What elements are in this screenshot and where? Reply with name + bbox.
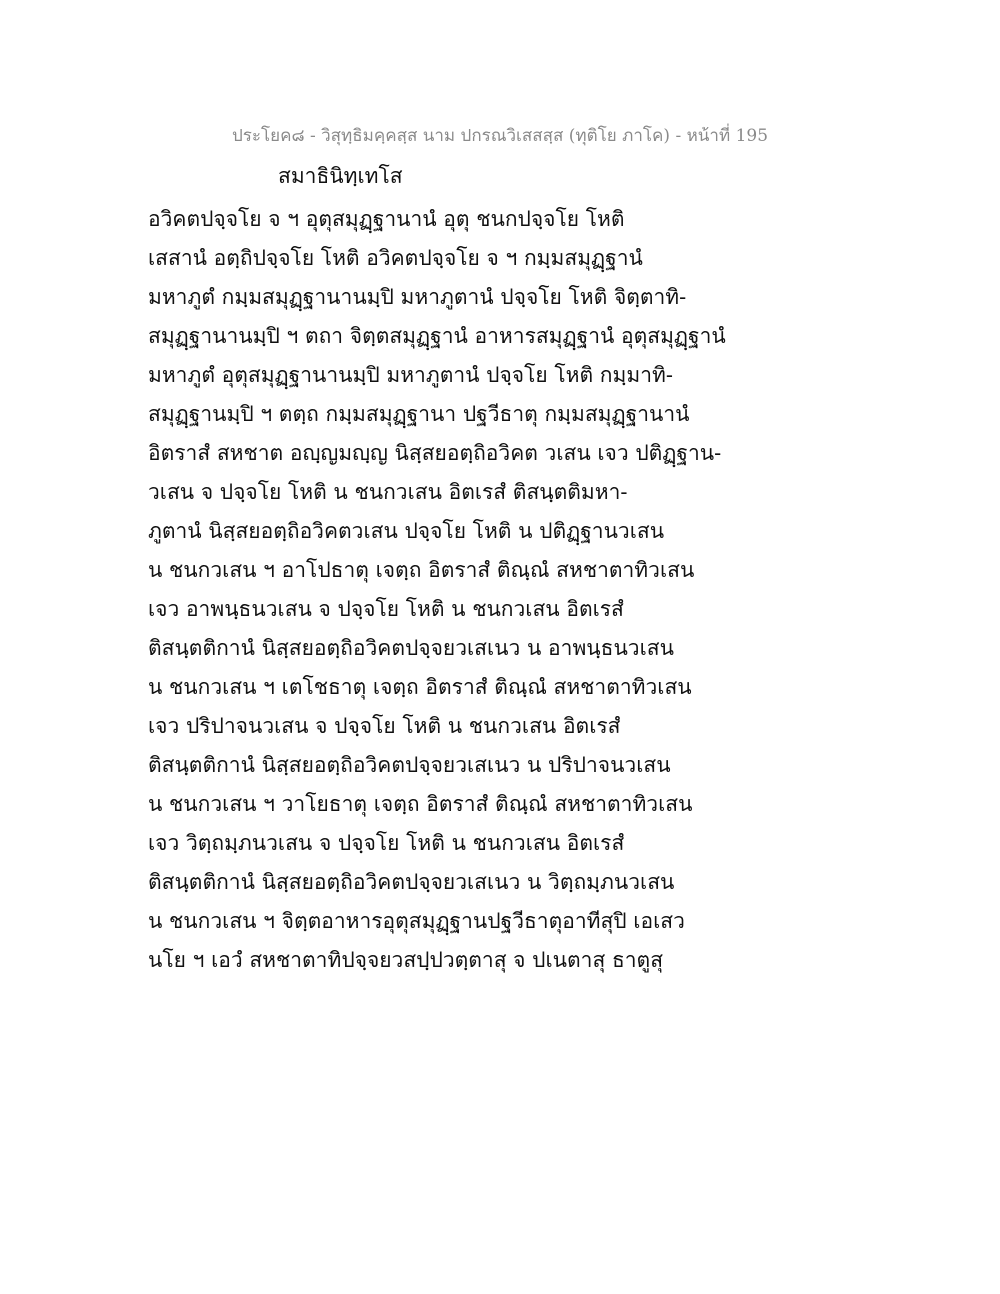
body-line: อวิคตปจฺจโย จ ฯ อุตุสมุฏฺฐานานํ อุตุ ชนกปจฺจโย โหติ xyxy=(148,207,625,231)
body-line: มหาภูตํ กมฺมสมุฏฺฐานานมฺปิ มหาภูตานํ ปจฺจโย โหติ จิตฺตาทิ- xyxy=(148,285,687,309)
body-line: เจว วิตฺถมฺภนวเสน จ ปจฺจโย โหติ น ชนกวเสน อิตเรสํ xyxy=(148,831,625,855)
body-line: สมุฏฺฐานานมฺปิ ฯ ตถา จิตฺตสมุฏฺฐานํ อาหารสมุฏฺฐานํ อุตุสมุฏฺฐานํ xyxy=(148,324,726,348)
body-line: น ชนกวเสน ฯ อาโปธาตุ เจตฺถ อิตราสํ ติณฺณํ สหชาตาทิวเสน xyxy=(148,558,695,582)
section-title: สมาธินิทฺเทโส xyxy=(278,164,403,188)
body-line: ภูตานํ นิสฺสยอตฺถิอวิคตวเสน ปจฺจโย โหติ น ปติฏฺฐานวเสน xyxy=(148,519,665,543)
body-line: เจว อาพนฺธนวเสน จ ปจฺจโย โหติ น ชนกวเสน อิตเรสํ xyxy=(148,597,624,621)
body-line: เสสานํ อตฺถิปจฺจโย โหติ อวิคตปจฺจโย จ ฯ กมฺมสมุฏฺฐานํ xyxy=(148,246,643,270)
body-line: มหาภูตํ อุตุสมุฏฺฐานานมฺปิ มหาภูตานํ ปจฺจโย โหติ กมฺมาทิ- xyxy=(148,363,673,387)
body-line: นโย ฯ เอวํ สหชาตาทิปจฺจยวสปฺปวตฺตาสุ จ ปเนตาสุ ธาตูสุ xyxy=(148,948,664,972)
body-line: ติสนฺตติกานํ นิสฺสยอตฺถิอวิคตปจฺจยวเสเนว น อาพนฺธนวเสน xyxy=(148,636,674,660)
body-line: อิตราสํ สหชาต อญฺญมญฺญ นิสฺสยอตฺถิอวิคต วเสน เจว ปติฏฺฐาน- xyxy=(148,441,722,465)
running-header: ประโยค๘ - วิสุทฺธิมคฺคสฺส นาม ปกรณวิเสสสฺส (ทุติโย ภาโค) - หน้าที่ 195 xyxy=(231,126,769,146)
body-line: น ชนกวเสน ฯ วาโยธาตุ เจตฺถ อิตราสํ ติณฺณํ สหชาตาทิวเสน xyxy=(148,792,693,816)
body-line: สมุฏฺฐานมฺปิ ฯ ตตฺถ กมฺมสมุฏฺฐานา ปฐวีธาตุ กมฺมสมุฏฺฐานานํ xyxy=(148,402,690,426)
body-line: ติสนฺตติกานํ นิสฺสยอตฺถิอวิคตปจฺจยวเสเนว น ปริปาจนวเสน xyxy=(148,753,671,777)
body-line: เจว ปริปาจนวเสน จ ปจฺจโย โหติ น ชนกวเสน อิตเรสํ xyxy=(148,714,621,738)
body-line: ติสนฺตติกานํ นิสฺสยอตฺถิอวิคตปจฺจยวเสเนว น วิตฺถมฺภนวเสน xyxy=(148,870,675,894)
body-line: วเสน จ ปจฺจโย โหติ น ชนกวเสน อิตเรสํ ติสนฺตติมหา- xyxy=(148,480,628,504)
body-line: น ชนกวเสน ฯ จิตฺตอาหารอุตุสมุฏฺฐานปฐวีธาตุอาทีสุปิ เอเสว xyxy=(148,909,685,933)
body-line: น ชนกวเสน ฯ เตโชธาตุ เจตฺถ อิตราสํ ติณฺณํ สหชาตาทิวเสน xyxy=(148,675,692,699)
body-text xyxy=(148,200,848,980)
